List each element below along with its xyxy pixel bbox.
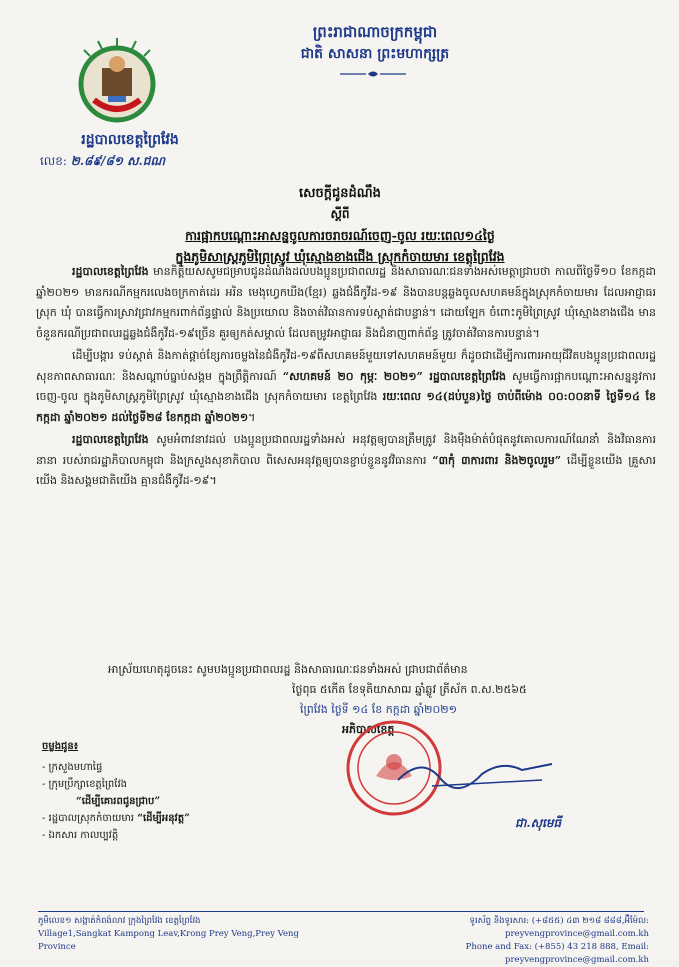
footer-divider xyxy=(38,911,644,912)
paragraph-1-lead: រដ្ឋបាលខេត្តព្រៃវែង xyxy=(72,265,149,278)
kingdom-motto: ជាតិ សាសនា ព្រះមហាក្សត្រ xyxy=(300,46,450,62)
kingdom-header xyxy=(230,22,520,64)
paragraph-2-text-b: សូមធ្វើការផ្អាកបណ្ដោះអាសន្ននូវការចេញ-ចូល ក្នុងភូមិសាស្ត្រភូមិព្រៃស្រូវ ឃុំស្មោងខាងជើង ស្រុកកំចាយមារ ខេត្តព្រៃវែង xyxy=(36,369,656,403)
paragraph-3-rule: “៣កុំ ៣ការពារ និង២ចូលរួម” xyxy=(432,453,562,467)
paragraph-3 xyxy=(36,430,656,492)
signature-icon xyxy=(392,750,562,800)
paragraph-2-lead: រដ្ឋបាលខេត្តព្រៃវែង xyxy=(422,369,506,383)
paragraph-3-text-b: ដើម្បីខ្លួនយើង គ្រួសារយើង និងសង្គមជាតិយើង គ្មានជំងឺកូវីដ-១៩។ xyxy=(36,453,656,487)
copy-to-item xyxy=(42,810,312,827)
paragraph-2-end: ។ xyxy=(248,410,256,424)
reference-label: លេខ: xyxy=(40,154,67,168)
copy-to-item: - ឯកសារ កាលប្បវត្តិ xyxy=(42,830,119,841)
signer-name: ជា.សុមេធី xyxy=(515,816,562,830)
copy-to-item: - ក្រសួងមហាផ្ទៃ xyxy=(42,762,103,773)
gregorian-date: ព្រៃវែង ថ្ងៃទី ១៤ ខែ កក្កដា ឆ្នាំ២០២១ xyxy=(300,703,457,716)
footer-address-en: Village1,Sangkat Kampong Leav,Krong Prey Veng,Prey Veng Province xyxy=(38,929,299,952)
notice-title-block xyxy=(150,183,530,267)
reference-value: ២.៨៩/៨១ ស.ជណ xyxy=(70,154,165,168)
copy-to-item-purpose: “ដើម្បីអនុវត្ត” xyxy=(137,813,190,824)
footer-contact xyxy=(349,915,649,967)
footer-contact-km: ទូរស័ព្ទ និងទូរសារ: (+៨៥៥) ៤៣ ២១៨ ៨៨៨,អ៊ីម៉ែល: preyvengprovince@gmail.com.kh xyxy=(469,916,649,939)
reference-number xyxy=(40,153,165,171)
province-emblem-icon xyxy=(72,38,162,124)
paragraph-2 xyxy=(36,346,656,428)
closing-line: អាស្រ័យហេតុដូចនេះ សូមបងប្អូនប្រជាពលរដ្ឋ និងសាធារណៈជនទាំងអស់ ជ្រាបជាព័ត៌មាន xyxy=(108,663,468,676)
paragraph-3-lead: រដ្ឋបាលខេត្តព្រៃវែង xyxy=(72,433,149,446)
notice-about: ស្ដីពី xyxy=(330,207,350,221)
notice-subject-line-2: ក្នុងភូមិសាស្ត្រភូមិព្រៃស្រូវ ឃុំស្មោងខាងជើង ស្រុកកំចាយមារ ខេត្តព្រៃវែង xyxy=(175,249,505,264)
copy-to-item: - ក្រុមប្រឹក្សាខេត្តព្រៃវែង xyxy=(42,779,127,790)
notice-subject-line-1: ការផ្អាកបណ្ដោះអាសន្នចូលការចរាចរណ៍ចេញ-ចូល រយៈពេល១៤ថ្ងៃ xyxy=(185,228,495,243)
copy-to-heading: ចម្លងជូន៖ xyxy=(42,741,79,752)
copy-to-list xyxy=(42,738,312,844)
governor-title: អភិបាលខេត្ត xyxy=(342,723,395,736)
kingdom-title: ព្រះរាជាណាចក្រកម្ពុជា xyxy=(312,23,438,41)
notice-title: សេចក្ដីជូនដំណឹង xyxy=(299,186,381,201)
paragraph-1-text: មានកិត្តិយសសូមជម្រាបជូនដំណឹងដល់បងប្អូនប្រជាពលរដ្ឋ និងសាធារណៈជនទាំងអស់មេត្តាជ្រាបថា កាលពីថ្ងៃទី១០ ខែកក្កដា ឆ្នាំ២០២១ មានករណីកម្មករលេងចក្រកាត់ដេរ អរិន មេងុហ្វេកឃីង(ខ្មែរ) ឆ្លងជំងឺកូវីដ-១៩ និងបានបន្តឆ្លងចូលសហគមន៍ក្នុងស្រុកកំចាយមារ ដែលអាជ្ញាធរស្រុក ឃុំ បានធ្វើការស្រាវជ្រាវកម្មករពាក់ព័ន្ធផ្ទាល់ និងប្រយោល និងចាត់វិធានការទប់ស្កាត់ជាបន្ទាន់។ ដោយឡែក ចំពោះភូមិព្រៃស្រូវ ឃុំស្មោងខាងជើង មានចំនួនករណីប្រជាពលរដ្ឋឆ្លងជំងឺកូវីដ-១៩ច្រើន គួរឲ្យកត់សម្គាល់ ដែលតម្រូវអាជ្ញាធរ និងជំនាញពាក់ព័ន្ធ ត្រូវចាត់វិធានការបន្ទាន់។ xyxy=(36,265,656,340)
province-admin-name: រដ្ឋបាលខេត្តព្រៃវែង xyxy=(81,132,179,148)
notice-body xyxy=(36,262,656,494)
paragraph-2-period: រយៈពេល ១៤(ដប់បួន)ថ្ងៃ ចាប់ពីម៉ោង ០០:០០នាទី ថ្ងៃទី១៤ ខែកក្កដា ឆ្នាំ២០២១ ដល់ថ្ងៃទី២៨ ខែកក្កដា ឆ្នាំ២០២១ xyxy=(36,390,656,424)
lunar-date: ថ្ងៃពុធ ៥កើត ខែទុតិយាសាឍ ឆ្នាំឆ្លូវ ត្រីស័ក ព.ស.២៥៦៥ xyxy=(292,683,527,696)
copy-to-item-text: - រដ្ឋបាលស្រុកកំចាយមារ xyxy=(42,813,135,824)
footer-address-km: ភូមិលេខ១ សង្កាត់កំពង់លាវ ក្រុងព្រៃវែង ខេត្តព្រៃវែង xyxy=(38,916,201,926)
paragraph-2-event: “សហគមន៍ ២០ កុម្ភៈ ២០២១” xyxy=(282,369,423,383)
paragraph-3-text-a: សូមអំពាវនាវដល់ បងប្អូនប្រជាពលរដ្ឋទាំងអស់ អនុវត្តឲ្យបានត្រឹមត្រូវ និងម៉ឺងម៉ាត់បំផុតនូវគោលការណ៍ណែនាំ និងវិធានការនានា របស់រាជរដ្ឋាភិបាលកម្ពុជា និងក្រសួងសុខាភិបាល ពិសេសអនុវត្តឲ្យបានខ្ជាប់ខ្ជួននូវវិធានការ xyxy=(36,433,656,467)
ornament-divider-icon xyxy=(338,70,408,78)
copy-to-item-purpose: “ដើម្បីគោរពជូនជ្រាប” xyxy=(76,796,161,807)
paragraph-2-text-a: ដើម្បីបង្ការ ទប់ស្កាត់ និងកាត់ផ្ដាច់ខ្សែការចម្លងនៃជំងឺកូវីដ-១៩ពីសហគមន៍មួយទៅសហគមន៍មួយ ក៏ដូចជាដើម្បីការពារអាយុជីវិតបងប្អូនប្រជាពលរដ្ឋ សុខភាពសាធារណៈ និងសណ្ដាប់ធ្នាប់សង្គម ក្នុងព្រឹត្តិការណ៍ xyxy=(36,349,656,383)
footer-contact-en: Phone and Fax: (+855) 43 218 888, Email: preyvengprovince@gmail.com.kh xyxy=(465,942,649,965)
footer-address xyxy=(38,915,338,954)
paragraph-1 xyxy=(36,262,656,344)
